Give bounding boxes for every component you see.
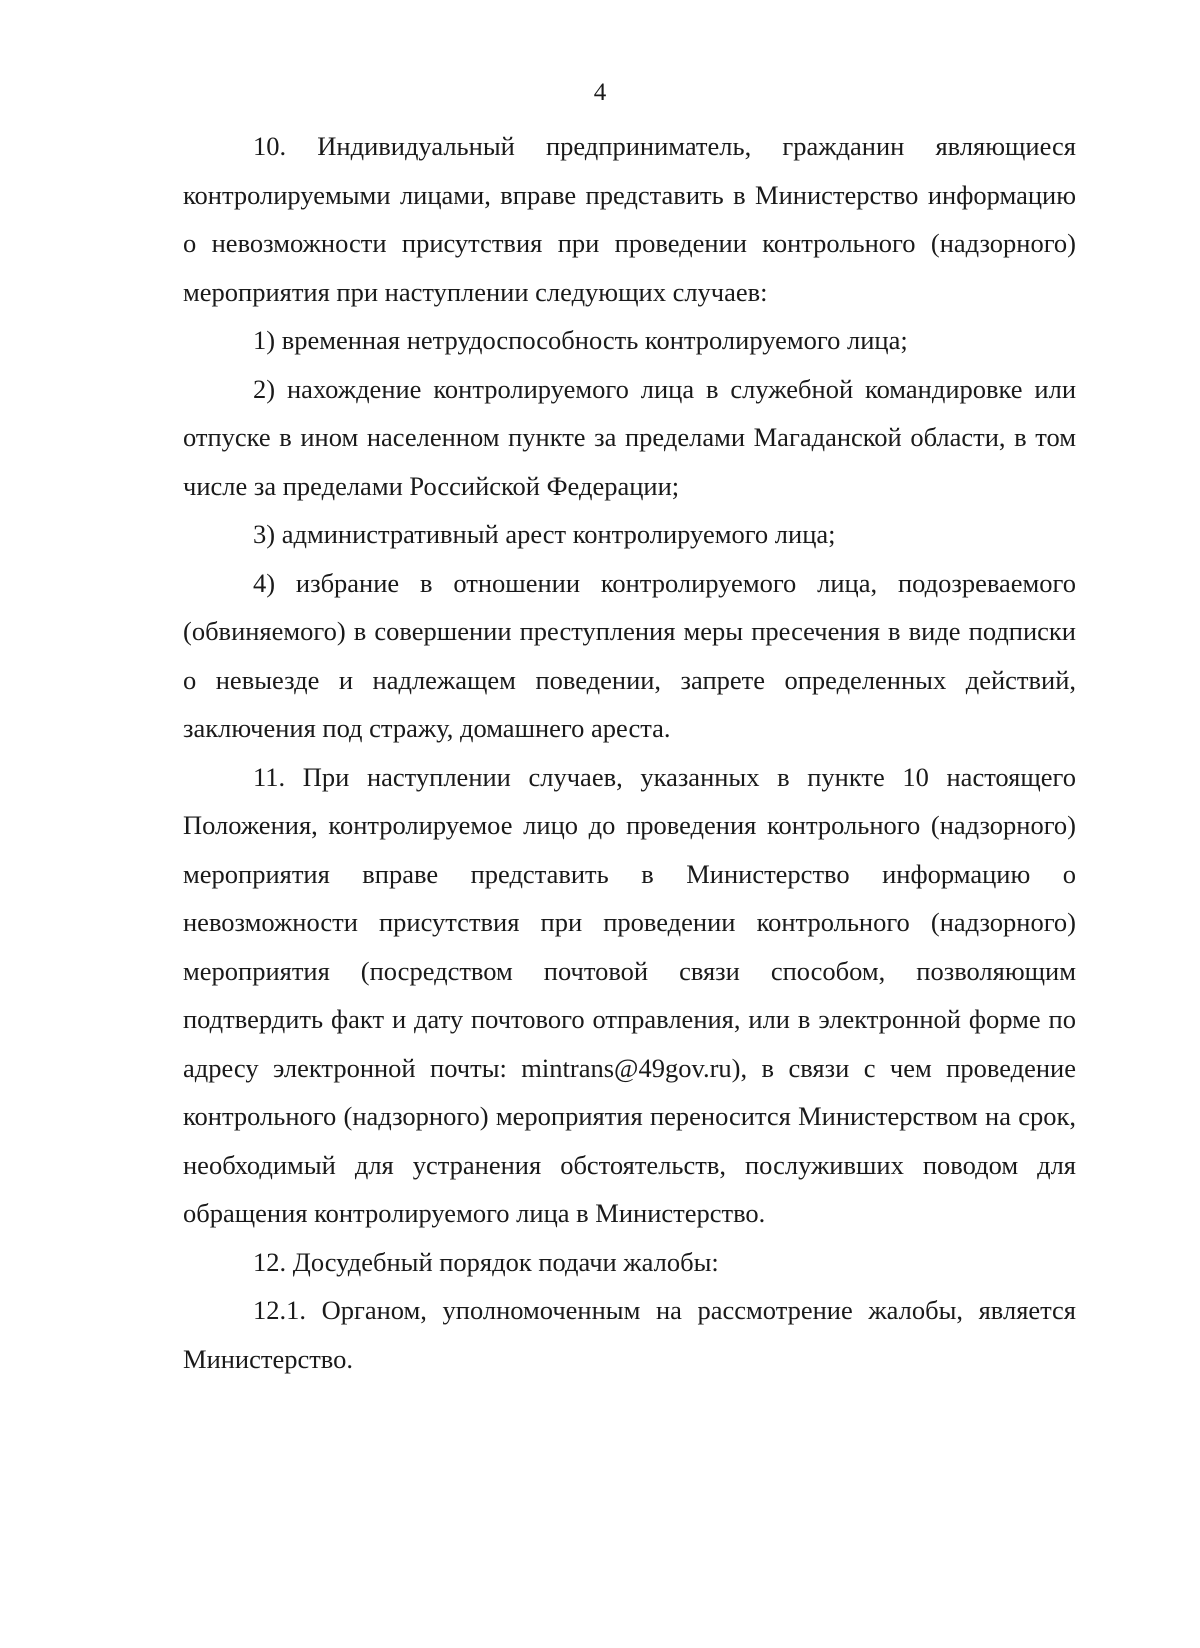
paragraph-12: 12. Досудебный порядок подачи жалобы: (253, 1246, 719, 1277)
list-item-3: 3) административный арест контролируемого лица; (253, 519, 836, 549)
list-item-1: 1) временная нетрудоспособность контролируемого лица; (253, 325, 908, 355)
list-item-4: 4) избрание в отношении контролируемого лица, подозреваемого (обвиняемого) в совершении преступления меры пресечения в виде подписки о невыезде и надлежащем поведении, запрете определенных действий, заключения под стражу, домашнего ареста. (183, 567, 1076, 743)
document-body (183, 122, 1076, 1383)
list-item-2: 2) нахождение контролируемого лица в служебной командировке или отпуске в ином населенном пункте за пределами Магаданской области, в том числе за пределами Российской Федерации; (183, 373, 1076, 501)
paragraph-12-1: 12.1. Органом, уполномоченным на рассмотрение жалобы, является Министерство. (183, 1295, 1076, 1374)
page-number: 4 (593, 79, 607, 106)
paragraph-11: 11. При наступлении случаев, указанных в пункте 10 настоящего Положения, контролируемое лицо до проведения контрольного (надзорного) мероприятия вправе представить в Министерство информацию о невозможности присутствия при проведении контрольного (надзорного) мероприятия (посредством почтовой связи способом, позволяющим подтвердить факт и дату почтового отправления, или в электронной форме по адресу электронной почты: mintrans@49gov.ru), в связи с чем проведение контрольного (надзорного) мероприятия переносится Министерством на срок, необходимый для устранения обстоятельств, послуживших поводом для обращения контролируемого лица в Министерство. (183, 761, 1076, 1228)
paragraph-10: 10. Индивидуальный предприниматель, гражданин являющиеся контролируемыми лицами, вправе представить в Министерство информацию о невозможности присутствия при проведении контрольного (надзорного) мероприятия при наступлении следующих случаев: (183, 131, 1076, 307)
